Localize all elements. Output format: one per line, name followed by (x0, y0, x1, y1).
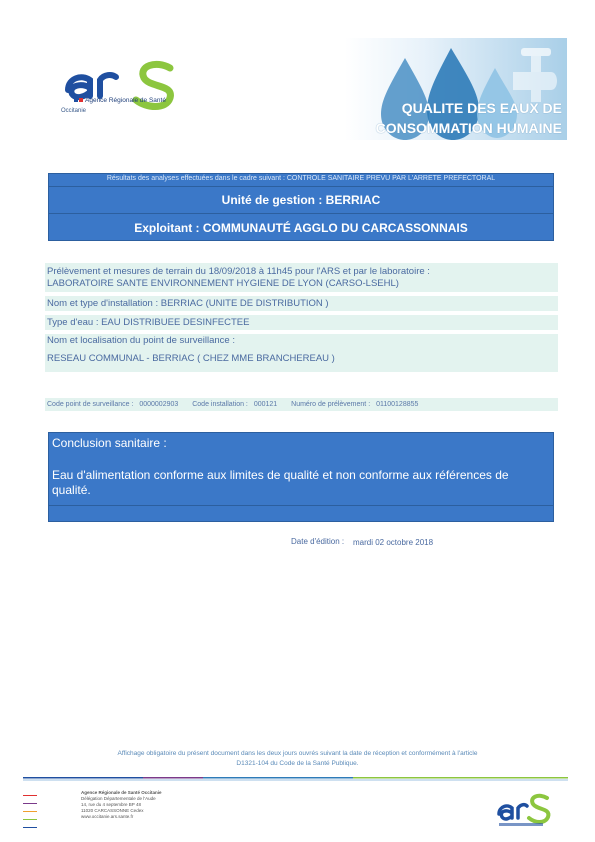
installation-row: Nom et type d'installation : BERRIAC (UNITE DE DISTRIBUTION ) (45, 296, 558, 311)
codes-row (45, 398, 558, 411)
surveillance-point-value: RESEAU COMMUNAL - BERRIAC ( CHEZ MME BRANCHEREAU ) (47, 353, 335, 364)
analysis-frame-text: Résultats des analyses effectuées dans le cadre suivant : CONTROLE SANITAIRE PREVU PAR L'ARRETE PREFECTORAL (106, 175, 496, 182)
prelevement-row (45, 263, 558, 292)
code-install-value: 000121 (253, 401, 278, 408)
divider (48, 186, 554, 187)
code-install-label: Code installation : (192, 401, 248, 408)
code-point-label: Code point de surveillance : (47, 401, 134, 408)
footer-color-bar (23, 777, 568, 781)
edition-date-value: mardi 02 octobre 2018 (353, 538, 434, 547)
edition-date-label: Date d'édition : (291, 537, 345, 546)
sample-number-value: 01100128855 (376, 401, 419, 408)
water-type-row: Type d'eau : EAU DISTRIBUEE DESINFECTEE (45, 315, 558, 330)
code-point-value: 0000002903 (139, 401, 179, 408)
divider (48, 213, 554, 214)
unite-gestion: Unité de gestion : BERRIAC (221, 193, 381, 207)
exploitant: Exploitant : COMMUNAUTÉ AGGLO DU CARCASSONNAIS (134, 221, 468, 235)
region-name: Occitanie (61, 108, 87, 114)
conclusion-title: Conclusion sanitaire : (52, 436, 167, 450)
ars-logo-small (495, 790, 555, 830)
document-title: QUALITE DES EAUX DE CONSOMMATION HUMAINE (375, 100, 562, 136)
prelevement-text: Prélèvement et mesures de terrain du 18/09/2018 à 11h45 pour l'ARS et par le laboratoire : (47, 266, 430, 277)
sample-number-label: Numéro de prélèvement : (291, 401, 371, 408)
agency-name: Agence Régionale de Santé (74, 97, 166, 105)
posting-notice: Affichage obligatoire du présent document dans les deux jours ouvrés suivant la date de réception et conformément à l'article D1321-104 du Code de la Santé Publique. (117, 750, 478, 767)
surveillance-point-row (45, 334, 558, 372)
laboratory-text: LABORATOIRE SANTE ENVIRONNEMENT HYGIENE DE LYON (CARSO-LSEHL) (47, 278, 399, 289)
footer-color-marks (23, 795, 37, 835)
divider (49, 505, 553, 506)
conclusion-text: Eau d'alimentation conforme aux limites de qualité et non conforme aux références de qualité. (52, 468, 509, 497)
footer-address: Agence Régionale de Santé Occitanie Délégation Départementale de l'Aude 14, rue du 4 septembre BP 48 11020 CARCASSONNE Cedex www.occitanie.ars.sante.fr (81, 790, 162, 819)
surveillance-point-label: Nom et localisation du point de surveillance : (47, 335, 235, 346)
